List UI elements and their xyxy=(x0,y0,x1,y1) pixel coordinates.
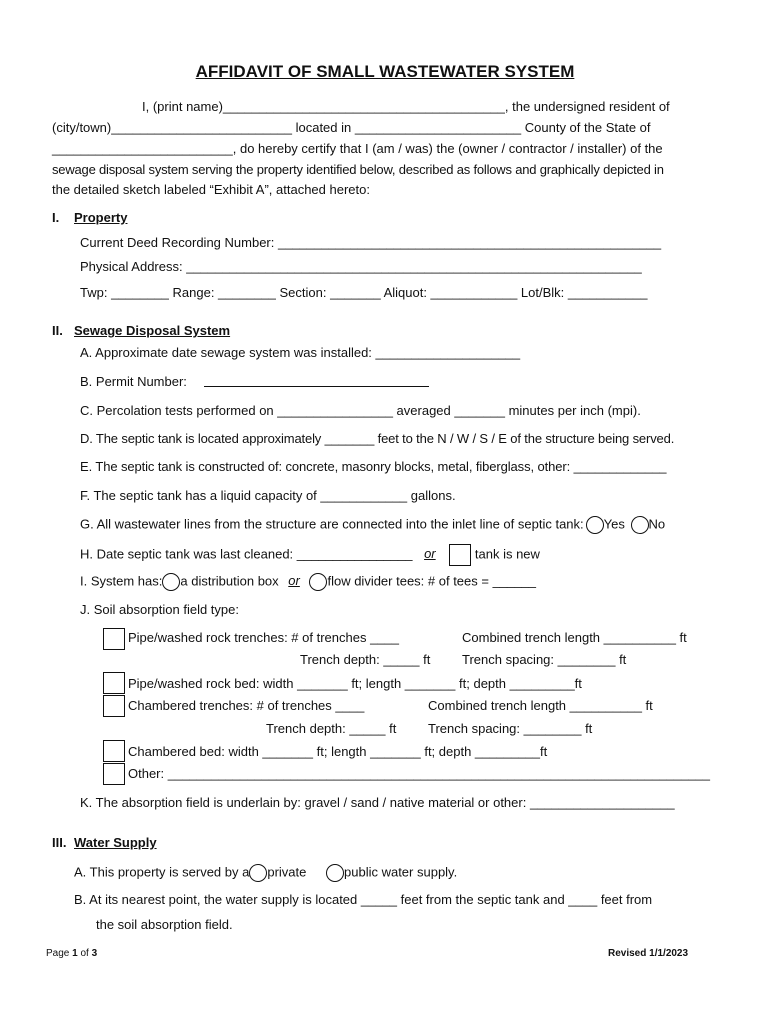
yes-label: Yes xyxy=(603,516,625,532)
pipe-bed-label[interactable]: Pipe/washed rock bed: width _______ ft; length _______ ft; depth _________ft xyxy=(128,676,582,691)
intro-line-2: (city/town)_________________________ located in _______________________ County of the State of xyxy=(52,120,651,135)
item-b-permit-number: B. Permit Number: xyxy=(80,374,187,389)
page-pre: Page xyxy=(46,948,70,959)
private-label: private xyxy=(267,864,307,880)
intro-line-1: I, (print name)_______________________________________, the undersigned resident of xyxy=(142,99,670,114)
revised-date: Revised 1/1/2023 xyxy=(608,948,689,959)
other-field-checkbox[interactable] xyxy=(103,763,125,785)
public-label: public water supply. xyxy=(344,864,458,880)
section-1-number: I. xyxy=(52,210,60,225)
pipe-trenches-length[interactable]: Combined trench length __________ ft xyxy=(462,630,687,645)
page-total: 3 xyxy=(91,948,98,959)
item-e-tank-material[interactable]: E. The septic tank is constructed of: concrete, masonry blocks, metal, fiberglass, other: _____________ xyxy=(80,459,667,474)
distribution-box-radio[interactable] xyxy=(162,573,180,591)
private-radio[interactable] xyxy=(249,864,267,882)
intro-line-5: the detailed sketch labeled “Exhibit A”, attached hereto: xyxy=(52,182,370,197)
page-number xyxy=(46,948,97,959)
intro-line-3: _________________________, do hereby certify that I (am / was) the (owner / contractor / installer) of the xyxy=(52,141,663,156)
item-h-text[interactable]: H. Date septic tank was last cleaned: ________________ xyxy=(80,546,413,562)
pipe-trenches-spacing[interactable]: Trench spacing: ________ ft xyxy=(462,652,627,667)
item-d-tank-location[interactable]: D. The septic tank is located approximately _______ feet to the N / W / S / E of the structure being served. xyxy=(80,431,675,446)
no-radio[interactable] xyxy=(631,516,649,534)
water-supply-distance-cont: the soil absorption field. xyxy=(96,917,233,932)
pipe-trenches-checkbox[interactable] xyxy=(103,628,125,650)
item-f-tank-capacity[interactable]: F. The septic tank has a liquid capacity of ____________ gallons. xyxy=(80,488,456,503)
item-h-row xyxy=(80,544,540,566)
item-g-text: G. All wastewater lines from the structure are connected into the inlet line of septic tank: xyxy=(80,516,584,532)
flow-divider-radio[interactable] xyxy=(309,573,327,591)
flow-divider-label[interactable]: flow divider tees: # of tees = ______ xyxy=(327,573,536,589)
chambered-trenches-length[interactable]: Combined trench length __________ ft xyxy=(428,698,653,713)
item-j-text: J. Soil absorption field type: xyxy=(80,602,239,617)
section-2-number: II. xyxy=(52,323,63,338)
item-c-percolation[interactable]: C. Percolation tests performed on ________________ averaged _______ minutes per inch (mpi). xyxy=(80,403,641,418)
physical-address-field[interactable]: Physical Address: _______________________________________________________________ xyxy=(80,259,642,274)
section-2-title: Sewage Disposal System xyxy=(74,323,231,338)
section-3-title: Water Supply xyxy=(74,835,157,850)
item-h-or: or xyxy=(424,546,436,562)
permit-number-line[interactable] xyxy=(204,386,429,387)
item-i-text: I. System has: xyxy=(80,573,163,589)
pipe-trenches-depth[interactable]: Trench depth: _____ ft xyxy=(300,652,431,667)
deed-recording-field[interactable]: Current Deed Recording Number: _____________________________________________________ xyxy=(80,235,662,250)
water-supply-distance[interactable]: B. At its nearest point, the water supply is located _____ feet from the septic tank and ____ feet from xyxy=(74,892,653,907)
item-g-row xyxy=(80,516,665,534)
page-current: 1 xyxy=(72,948,78,959)
chambered-trenches-depth[interactable]: Trench depth: _____ ft xyxy=(266,721,397,736)
water-supply-row xyxy=(74,864,457,882)
twp-range-section-field[interactable]: Twp: ________ Range: ________ Section: _______ Aliquot: ____________ Lot/Blk: ___________ xyxy=(80,285,648,300)
yes-radio[interactable] xyxy=(586,516,604,534)
item-k-underlain[interactable]: K. The absorption field is underlain by: gravel / sand / native material or other: ____________________ xyxy=(80,795,675,810)
document-title: AFFIDAVIT OF SMALL WASTEWATER SYSTEM xyxy=(195,62,575,81)
item-a-install-date[interactable]: A. Approximate date sewage system was installed: ____________________ xyxy=(80,345,521,360)
item-i-or: or xyxy=(288,573,300,589)
distribution-box-label: a distribution box xyxy=(180,573,279,589)
chambered-trenches-label[interactable]: Chambered trenches: # of trenches ____ xyxy=(128,698,365,713)
tank-is-new-label: tank is new xyxy=(474,546,540,562)
chambered-bed-checkbox[interactable] xyxy=(103,740,125,762)
public-radio[interactable] xyxy=(326,864,344,882)
chambered-trenches-spacing[interactable]: Trench spacing: ________ ft xyxy=(428,721,593,736)
page-of: of xyxy=(80,948,89,959)
chambered-trenches-checkbox[interactable] xyxy=(103,695,125,717)
water-supply-text: A. This property is served by a xyxy=(74,864,250,880)
pipe-trenches-label[interactable]: Pipe/washed rock trenches: # of trenches ____ xyxy=(128,630,399,645)
section-1-title: Property xyxy=(74,210,128,225)
tank-is-new-checkbox[interactable] xyxy=(449,544,471,566)
pipe-bed-checkbox[interactable] xyxy=(103,672,125,694)
other-field-label[interactable]: Other: ___________________________________________________________________________ xyxy=(128,766,710,781)
chambered-bed-label[interactable]: Chambered bed: width _______ ft; length _______ ft; depth _________ft xyxy=(128,744,548,759)
section-3-number: III. xyxy=(52,835,67,850)
intro-line-4: sewage disposal system serving the property identified below, described as follows and graphically depicted in xyxy=(52,162,664,177)
item-i-row xyxy=(80,573,536,591)
no-label: No xyxy=(648,516,666,532)
